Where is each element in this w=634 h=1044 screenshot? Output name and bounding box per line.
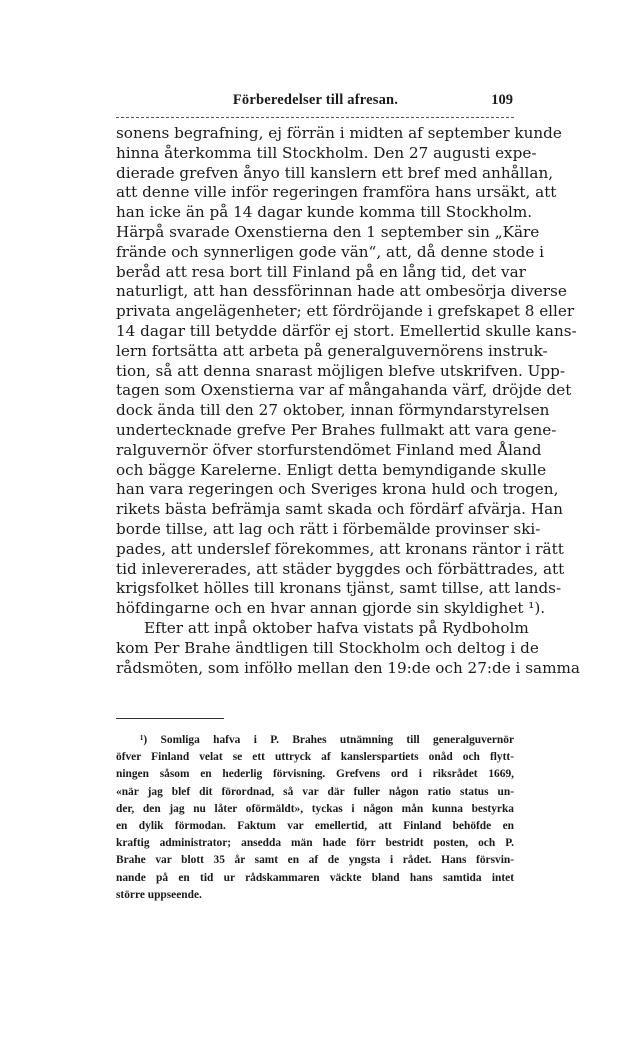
text-line: tagen som Oxenstierna var af mångahanda värf, dröjde det bbox=[116, 381, 572, 400]
header-divider bbox=[116, 117, 514, 118]
text-line: att denne ville inför regeringen framföra hans ursäkt, att bbox=[116, 183, 557, 202]
text-line: pades, att underslef förekommes, att kronans räntor i rätt bbox=[116, 539, 564, 558]
footnote-line: Brahe var blott 35 år samt en af de yngsta i rådet. Hans försvin- bbox=[116, 854, 514, 867]
text-line: och bägge Karelerne. Enligt detta bemyndigande skulle bbox=[116, 460, 547, 479]
text-line: Efter att inpå oktober hafva vistats på Rydboholm bbox=[144, 618, 529, 637]
text-line: tid inlevererades, att städer byggdes och förbättrades, att bbox=[116, 559, 565, 578]
footnote-line: der, den jag nu låter oförmäldt», tyckas i någon mån kunna bestyrka bbox=[116, 802, 514, 815]
text-line: krigsfolket hölles till kronans tjänst, samt tillse, att lands- bbox=[116, 579, 562, 598]
running-title: Förberedelser till afresan. bbox=[232, 92, 399, 108]
text-line: beråd att resa bort till Finland på en lång tid, det var bbox=[116, 262, 526, 281]
page-number: 109 bbox=[491, 92, 513, 108]
text-line: hinna återkomma till Stockholm. Den 27 augusti expe- bbox=[116, 143, 537, 162]
footnote-line: ¹) Somliga hafva i P. Brahes utnämning till generalguvernör bbox=[140, 734, 514, 746]
text-line: lern fortsätta att arbeta på generalguvernörens instruk- bbox=[116, 341, 548, 360]
text-line: frände och synnerligen gode vän“, att, då denne stode i bbox=[116, 242, 545, 261]
footnote-divider bbox=[116, 718, 224, 719]
footnote-line: en dylik förmodan. Faktum var emellertid, att Finland behöfde en bbox=[116, 819, 514, 832]
text-line: dock ända till den 27 oktober, innan förmyndarstyrelsen bbox=[116, 401, 550, 420]
text-line: privata angelägenheter; ett fördröjande i grefskapet 8 eller bbox=[116, 302, 575, 321]
text-line: rådsmöten, som infölło mellan den 19:de och 27:de i samma bbox=[116, 658, 580, 677]
footnote bbox=[116, 732, 514, 904]
text-line: ralguvernör öfver storfurstendömet Finland med Åland bbox=[116, 440, 542, 459]
text-line: Härpå svarade Oxenstierna den 1 september sin „Käre bbox=[116, 222, 540, 241]
footnote-line: större uppseende. bbox=[116, 888, 202, 901]
footnote-line: nande på en tid ur rådskammaren väckte bland hans samtida intet bbox=[116, 871, 514, 884]
text-line: dierade grefven ånyo till kanslern ett bref med anhållan, bbox=[116, 163, 554, 182]
text-line: tion, så att denna snarast möjligen blefve utskrifven. Upp- bbox=[116, 361, 566, 380]
text-line: han vara regeringen och Sveriges krona huld och trogen, bbox=[116, 480, 559, 499]
text-line: naturligt, att han dessförinnan hade att ombesörja diverse bbox=[116, 282, 567, 301]
footnote-line: kraftig administrator; ansedda män hade förr bestridt posten, och P. bbox=[116, 837, 514, 850]
footnote-line: ningen såsom en hederlig förvisning. Grefvens ord i riksrådet 1669, bbox=[116, 768, 514, 781]
main-text bbox=[116, 124, 580, 678]
footnote-line: «när jag blef dit förordnad, så var där fuller någon ratio status un- bbox=[116, 785, 514, 798]
footnote-line: öfver Finland velat se ett uttryck af kanslerspartiets onåd och flytt- bbox=[116, 751, 514, 764]
text-line: höfdingarne och en hvar annan gjorde sin skyldighet ¹). bbox=[116, 599, 546, 618]
text-line: rikets bästa befrämja samt skada och fördärf afvärja. Han bbox=[116, 500, 563, 519]
text-line: undertecknade grefve Per Brahes fullmakt att vara gene- bbox=[116, 420, 557, 439]
text-line: han icke än på 14 dagar kunde komma till Stockholm. bbox=[116, 203, 533, 222]
text-line: kom Per Brahe ändtligen till Stockholm och deltog i de bbox=[116, 638, 539, 657]
text-line: 14 dagar till betydde därför ej stort. Emellertid skulle kans- bbox=[116, 321, 577, 340]
running-head bbox=[118, 92, 513, 112]
text-line: borde tillse, att lag och rätt i förbemälde provinser ski- bbox=[116, 519, 541, 538]
text-line: sonens begrafning, ej förrän i midten af september kunde bbox=[116, 124, 562, 142]
